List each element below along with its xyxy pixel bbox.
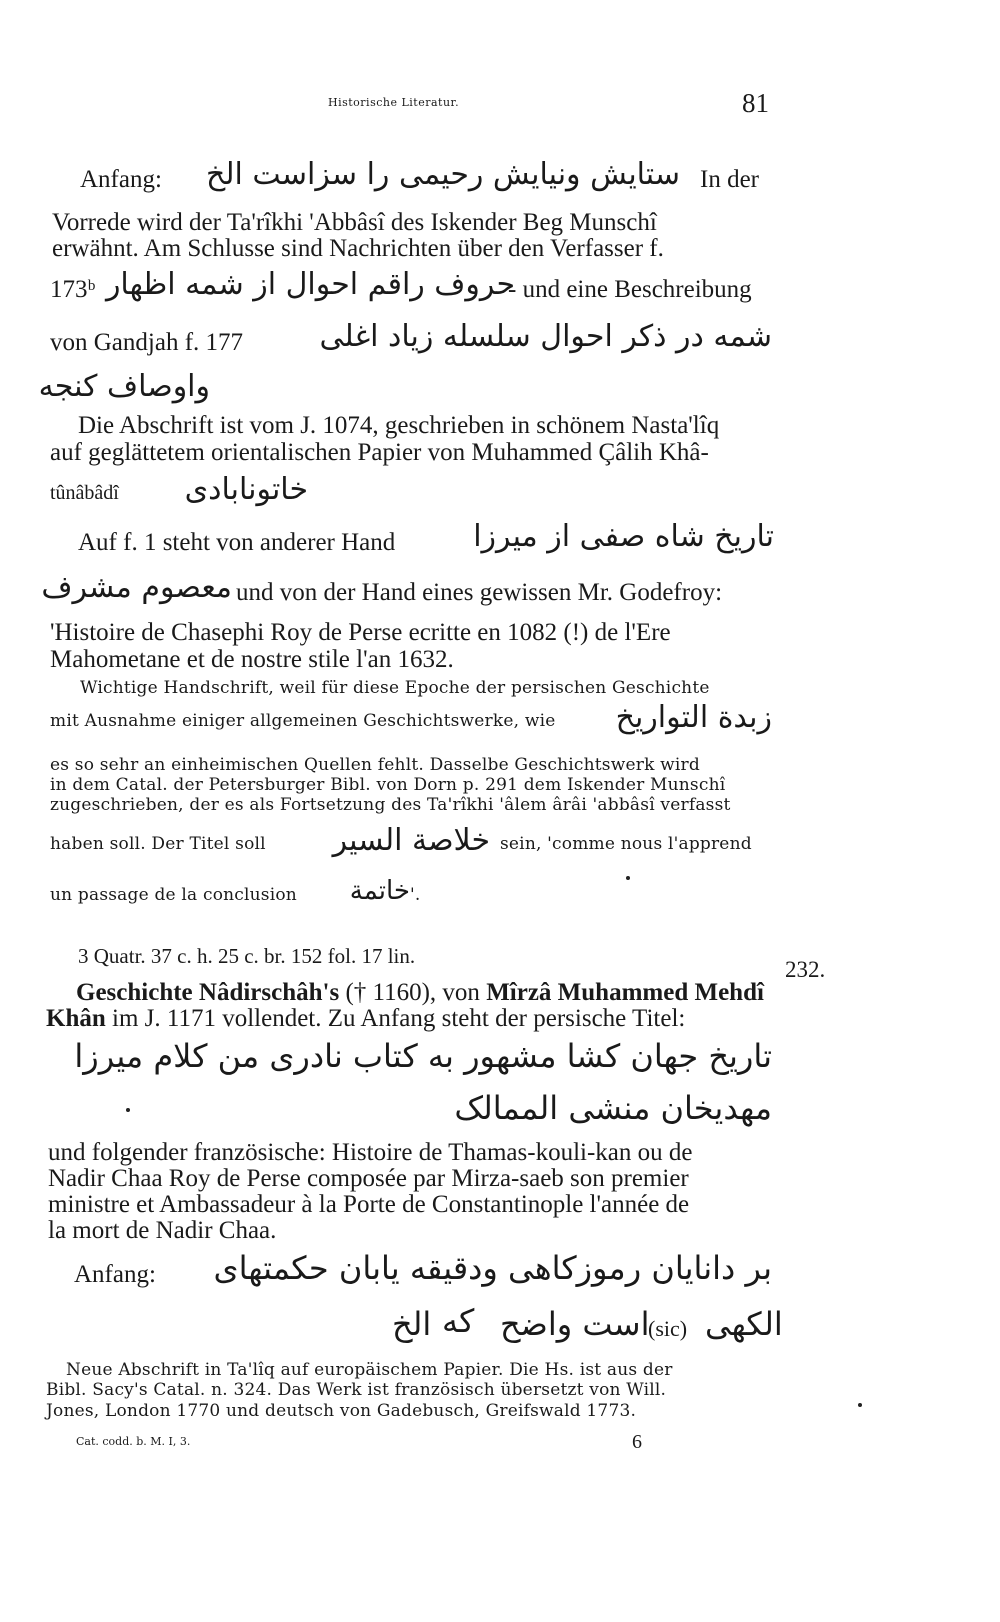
line-text: Auf f. 1 steht von anderer Hand — [78, 529, 396, 556]
arabic-title: تاریخ جهان کشا مشهور به کتاب نادری من کلام میرزا — [74, 1037, 772, 1075]
arabic-quote: حروف راقم احوال از شمه اظهار — [105, 267, 515, 302]
sheet-number: 6 — [632, 1431, 642, 1453]
sic-mark: (sic) — [648, 1316, 688, 1341]
line-text: Vorrede wird der Ta'rîkhi 'Abbâsî des Iskender Beg Munschî — [52, 209, 657, 236]
arabic-quote: معصوم مشرف — [41, 570, 232, 605]
page-number: 81 — [742, 88, 769, 118]
line-text: tûnâbâdî — [50, 482, 119, 504]
arabic-title: مهدیخان منشی الممالک — [454, 1089, 772, 1127]
entry-title-main: Geschichte Nâdirschâh's — [76, 979, 340, 1006]
line-text: Nadir Chaa Roy de Perse composée par Mirza-saeb son premier — [48, 1165, 689, 1192]
anfang-label: Anfang: — [80, 166, 162, 193]
print-speck — [858, 1403, 862, 1407]
footnote-line: es so sehr an einheimischen Quellen fehlt. Dasselbe Geschichtswerk wird — [50, 755, 700, 775]
arabic-quote: واوصاف کنجه — [38, 369, 210, 404]
running-title: Historische Literatur. — [328, 96, 460, 109]
line-text: und von der Hand eines gewissen Mr. Godefroy: — [236, 579, 723, 606]
arabic-quote: خاتمة — [349, 876, 410, 906]
line-text: auf geglättetem orientalischen Papier von Muhammed Çâlih Khâ- — [50, 439, 709, 466]
line-text: 'Histoire de Chasephi Roy de Perse ecritte en 1082 (!) de l'Ere — [50, 619, 671, 646]
line-text: und folgender französische: Histoire de Thamas-kouli-kan ou de — [48, 1139, 693, 1166]
footnote-line: zugeschrieben, der es als Fortsetzung des Ta'rîkhi 'âlem ârâi 'abbâsî verfasst — [50, 795, 731, 815]
arabic-quote: که — [442, 1302, 475, 1340]
arabic-quote: الکهی — [705, 1305, 783, 1343]
print-speck — [626, 876, 630, 880]
arabic-quote: الخ — [392, 1305, 432, 1343]
arabic-quote: خاتونابادی — [184, 472, 308, 507]
signature-mark: Cat. codd. b. M. I, 3. — [76, 1435, 191, 1448]
note-line: Bibl. Sacy's Catal. n. 324. Das Werk ist französisch übersetzt von Will. — [46, 1380, 667, 1400]
line-text: - und eine Beschreibung — [508, 276, 752, 303]
line-text: la mort de Nadir Chaa. — [48, 1217, 277, 1244]
note-line: Jones, London 1770 und deutsch von Gadebusch, Greifswald 1773. — [46, 1401, 637, 1421]
folio-ref: 173ᵇ — [50, 276, 96, 303]
anfang-arabic: بر دانایان رموزکاهی ودقیقه یابان حکمتهای — [213, 1249, 772, 1287]
footnote-line: Wichtige Handschrift, weil für diese Epoche der persischen Geschichte — [80, 678, 710, 698]
footnote-line: un passage de la conclusion — [50, 885, 297, 905]
line-text: In der — [700, 166, 759, 193]
print-speck — [126, 1108, 130, 1112]
arabic-quote: تاریخ شاه صفی از میرزا — [473, 519, 774, 554]
entry-number: 232. — [785, 957, 826, 982]
line-text: Die Abschrift ist vom J. 1074, geschrieben in schönem Nasta'lîq — [78, 412, 720, 439]
footnote-line: '. — [410, 885, 421, 905]
line-text: erwähnt. Am Schlusse sind Nachrichten über den Verfasser f. — [52, 235, 664, 262]
entry-author-tail: Khân — [46, 1005, 106, 1032]
line-text: im J. 1171 vollendet. Zu Anfang steht der persische Titel: — [112, 1005, 686, 1032]
arabic-quote: زبدة التواریخ — [615, 700, 772, 735]
entry-meta: 3 Quatr. 37 c. h. 25 c. br. 152 fol. 17 lin. — [78, 944, 416, 968]
footnote-line: mit Ausnahme einiger allgemeinen Geschichtswerke, wie — [50, 711, 556, 731]
anfang-arabic: ستایش ونیایش رحیمی را سزاست الخ — [206, 157, 680, 192]
note-line: Neue Abschrift in Ta'lîq auf europäischem Papier. Die Hs. ist aus der — [66, 1360, 673, 1380]
footnote-line: haben soll. Der Titel soll — [50, 834, 266, 854]
line-text: von Gandjah f. 177 — [50, 329, 244, 356]
arabic-quote: خلاصة السیر — [332, 823, 490, 858]
entry-title — [76, 980, 764, 1005]
anfang-label: Anfang: — [74, 1261, 156, 1288]
entry-title-mid: († 1160), von — [345, 979, 480, 1006]
line-text: Mahometane et de nostre stile l'an 1632. — [50, 646, 454, 673]
line-text — [46, 1006, 685, 1031]
line-text: ministre et Ambassadeur à la Porte de Constantinople l'année de — [48, 1191, 690, 1218]
entry-author: Mîrzâ Muhammed Mehdî — [486, 979, 764, 1006]
footnote-line: sein, 'comme nous l'apprend — [500, 834, 752, 854]
arabic-quote: شمه در ذکر احوال سلسله زیاد اغلی — [319, 319, 772, 354]
arabic-quote: است واضح — [500, 1305, 650, 1343]
footnote-line: in dem Catal. der Petersburger Bibl. von Dorn p. 291 dem Iskender Munschî — [50, 775, 726, 795]
